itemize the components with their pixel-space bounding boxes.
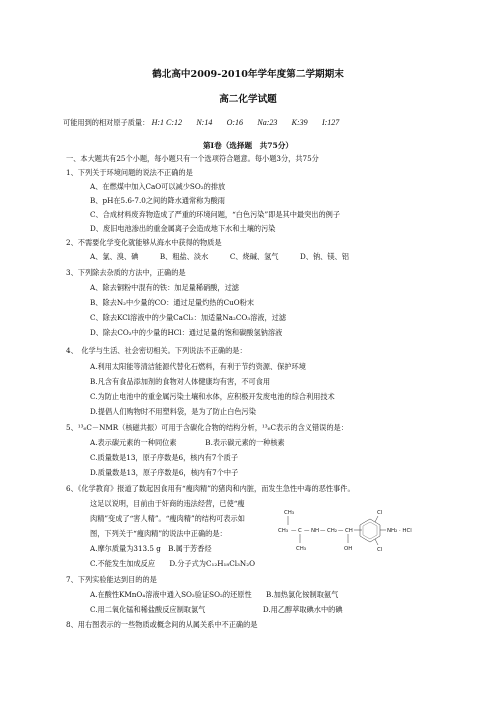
structure-label: NH₂ · HCl	[387, 528, 412, 534]
question-stem: 2、不需要化学变化就能够从海水中获得的物质是	[66, 238, 222, 247]
structure-label: —	[338, 528, 344, 534]
question-stem: 8、用右图表示的一些物质或概念间的从属关系中不正确的是	[66, 620, 258, 629]
section-instruction: 一、本大题共有25个小题，每小题只有一个选项符合题意。每小题3分，共75分	[66, 154, 319, 163]
structure-label: CH₃	[296, 546, 306, 552]
question-option: C、除去KCl溶液中的少量CaCl₂：加适量Na₂CO₃溶液，过滤	[90, 313, 287, 322]
question-stem: 3、下列除去杂质的方法中，正确的是	[66, 268, 186, 277]
question-stem-line: 图，下列关于“瘦肉精”的说法中正确的是：	[90, 529, 227, 538]
question-stem: 7、下列实验能达到目的的是	[66, 575, 157, 584]
atomic-mass-item: Na:23	[257, 118, 278, 127]
atomic-mass-label: 可能用到的相对原子质量：	[63, 118, 150, 127]
structure-label: —	[320, 528, 326, 534]
structure-label: NH	[311, 528, 320, 534]
question-option: A.表示碳元素的一种同位素 B.表示碳元素的一种核素	[90, 438, 285, 447]
atomic-mass-item: H:1 C:12	[151, 118, 183, 127]
structure-label: —	[291, 528, 297, 534]
question-option: C.用二氧化锰和稀盐酸反应制取氯气 D.用乙醇萃取碘水中的碘	[90, 605, 343, 614]
structure-label: CH₃	[278, 528, 288, 534]
question-option: A、在燃煤中加入CaO可以减少SO₂的排放	[90, 182, 226, 191]
question-option: C.不能发生加成反应 D.分子式为C₁₂H₁₈Cl₃N₂O	[90, 559, 255, 568]
exam-title: 鹤北高中2009-2010年学年度第二学期期末	[152, 69, 344, 80]
question-option: A.利用太阳能等清洁能源代替化石燃料，有利于节约资源、保护环境	[90, 362, 306, 371]
question-option: A.摩尔质量为313.5 g B.属于芳香烃	[90, 544, 212, 553]
section-heading: 第Ⅰ卷（选择题 共75分）	[202, 141, 294, 150]
question-option: C.质量数是13，原子序数是6，核内有7个质子	[90, 453, 239, 462]
question-option: D.质量数是13，原子序数是6，核内有7个中子	[90, 468, 239, 477]
atomic-mass-item: N:14	[196, 118, 213, 127]
question-option: B.凡含有食品添加剂的食物对人体健康均有害，不可食用	[90, 377, 271, 386]
structure-label: C	[298, 528, 302, 534]
exam-subtitle: 高二化学试题	[219, 94, 277, 105]
question-stem-line: 肉精”变成了“害人精”。“瘦肉精”的结构可表示如	[90, 514, 245, 523]
question-option: C.为防止电池中的重金属污染土壤和水体，应积极开发废电池的综合利用技术	[90, 392, 335, 401]
structure-bond	[375, 539, 378, 545]
question-option: D、除去CO₂中的少量的HCl：通过足量的饱和碳酸氢钠溶液	[90, 328, 283, 337]
question-stem: 1、下列关于环境问题的说法不正确的是	[66, 168, 193, 177]
structure-label: CH	[345, 528, 353, 534]
structure-label: CH₃	[284, 510, 294, 516]
structure-bond	[375, 516, 378, 522]
atomic-mass-line	[63, 118, 351, 128]
structure-label: Cl	[377, 547, 383, 553]
question-option: B、除去N₂中少量的CO：通过足量灼热的CuO粉末	[90, 298, 255, 307]
clenbuterol-structure-diagram	[278, 505, 418, 565]
question-option: D.提倡人们购物时不用塑料袋，是为了防止白色污染	[90, 407, 256, 416]
question-stem: 6、《化学教育》报道了数起因食用有“瘦肉精”的猪肉和内脏，而发生急性中毒的恶性事件。	[66, 484, 355, 493]
question-options-inline: A、氯、溴、碘 B、粗盐、淡水 C、烧碱、氢气 D、钠、镁、铝	[90, 252, 349, 261]
question-stem-line: 这足以说明，目前由于奸商的违法经营，已使“瘦	[90, 499, 245, 508]
benzene-ring-inner	[363, 522, 377, 539]
structure-label: —	[304, 528, 310, 534]
question-option: A、除去铜粉中混有的铁：加足量稀硝酸，过滤	[90, 283, 239, 292]
question-option: B、pH在5.6-7.0之间的降水通常称为酸雨	[90, 196, 225, 205]
atomic-mass-item: O:16	[226, 118, 244, 127]
question-option: D、废旧电池渗出的重金属离子会造成地下水和土壤的污染	[90, 224, 276, 233]
atomic-mass-item: I:127	[321, 118, 340, 127]
question-stem: 5、¹³₆C－NMR（核磁共振）可用于含碳化合物的结构分析，¹³₆C表示的含义错误的是：	[66, 423, 348, 432]
structure-label: OH	[344, 546, 353, 552]
question-option: A.在酸性KMnO₄溶液中通入SO₂验证SO₂的还原性 B.加热氯化铵制取氨气	[90, 590, 339, 599]
question-stem: 4、 化学与生活、社会密切相关。下列说法不正确的是：	[66, 346, 247, 355]
question-option: C、合成材料废弃物造成了严重的环境问题，“白色污染”即是其中最突出的例子	[90, 210, 341, 219]
structure-label: CH₂	[327, 528, 337, 534]
structure-label: Cl	[377, 510, 383, 516]
atomic-mass-item: K:39	[291, 118, 308, 127]
